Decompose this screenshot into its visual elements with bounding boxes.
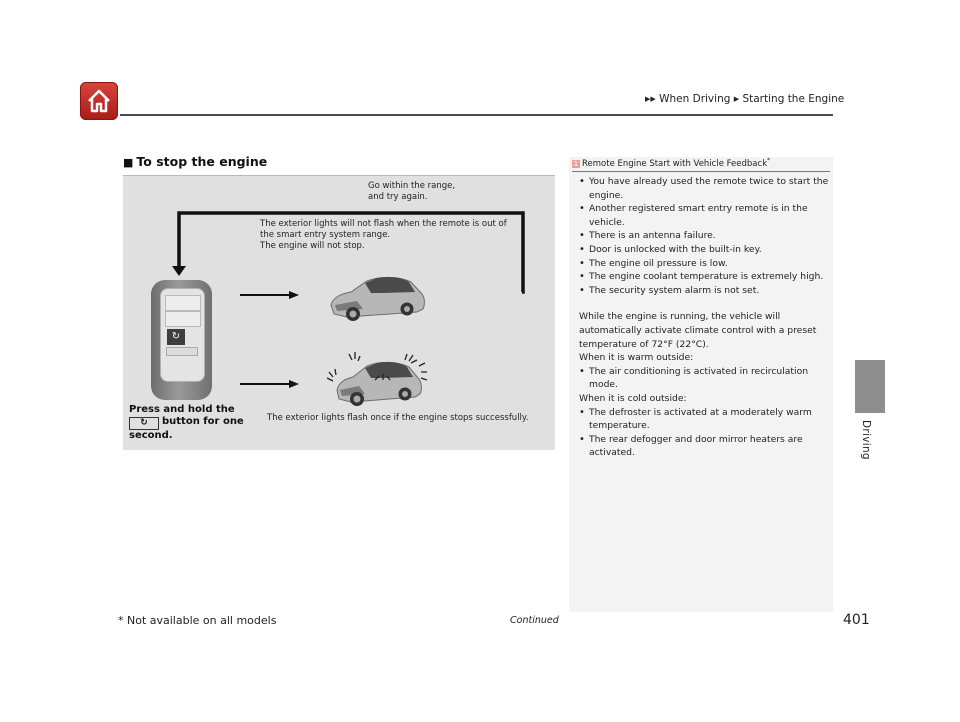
breadcrumb-item[interactable]: Starting the Engine — [742, 93, 845, 105]
list-item: • You have already used the remote twice to start the engine. — [579, 175, 829, 202]
list-item: • The security system alarm is not set. — [579, 284, 829, 298]
breadcrumb-arrow-icon: ▶▶ — [645, 95, 656, 103]
arrow-right-icon — [289, 380, 299, 388]
home-button[interactable] — [80, 82, 118, 120]
remote-lock-button — [165, 295, 201, 311]
chapter-tab[interactable] — [855, 360, 885, 413]
list-item: • The defroster is activated at a moderately warm temperature. — [579, 406, 829, 433]
note-bullet-list — [579, 175, 829, 297]
callout-out-of-range: Go within the range, and try again. — [368, 181, 456, 202]
remote-trunk-button — [166, 347, 198, 356]
smart-entry-remote — [151, 280, 212, 400]
note-paragraph: While the engine is running, the vehicle will automatically activate climate control with a preset temperature of 72°F (22°C). — [579, 311, 817, 350]
list-item: • The engine oil pressure is low. — [579, 257, 829, 271]
list-item: • The engine coolant temperature is extremely high. — [579, 270, 829, 284]
list-item: • Door is unlocked with the built-in key. — [579, 243, 829, 257]
continued-label: Continued — [510, 615, 559, 626]
chapter-label: Driving — [860, 420, 872, 460]
press-instruction: Press and hold the ↻ button for one second. — [129, 404, 244, 441]
note-title: 1 Remote Engine Start with Vehicle Feedback* — [573, 157, 771, 169]
section-title: ■ To stop the engine — [123, 154, 268, 169]
note-label: When it is warm outside: — [579, 352, 694, 364]
callout-no-flash: The exterior lights will not flash when the remote is out of the smart entry system range. The engine will not stop. — [260, 219, 507, 251]
car-no-flash-image — [327, 267, 427, 327]
footnote: * Not available on all models — [118, 614, 277, 627]
arrow-right-icon — [289, 291, 299, 299]
home-icon — [86, 88, 112, 114]
breadcrumb — [645, 93, 844, 105]
remote-unlock-button — [165, 311, 201, 327]
remote-start-icon: ↻ — [129, 417, 159, 430]
header-divider — [120, 114, 833, 116]
page-number: 401 — [843, 612, 870, 628]
note-icon: 1 — [573, 159, 579, 168]
breadcrumb-arrow-icon: ▶ — [733, 95, 740, 103]
note-body — [579, 175, 829, 460]
note-label: When it is cold outside: — [579, 392, 687, 404]
list-item: • The air conditioning is activated in recirculation mode. — [579, 365, 829, 392]
square-bullet-icon: ■ — [123, 156, 134, 169]
remote-start-icon: ↻ — [167, 329, 185, 345]
note-divider — [572, 171, 830, 172]
list-item: • The rear defogger and door mirror heaters are activated. — [579, 433, 829, 460]
breadcrumb-item[interactable]: When Driving — [659, 93, 731, 105]
callout-flash: The exterior lights flash once if the engine stops successfully. — [267, 413, 529, 423]
car-flash-image — [327, 352, 427, 412]
arrow-down-icon — [172, 266, 186, 276]
list-item: • Another registered smart entry remote is in the vehicle. — [579, 202, 829, 229]
list-item: • There is an antenna failure. — [579, 229, 829, 243]
